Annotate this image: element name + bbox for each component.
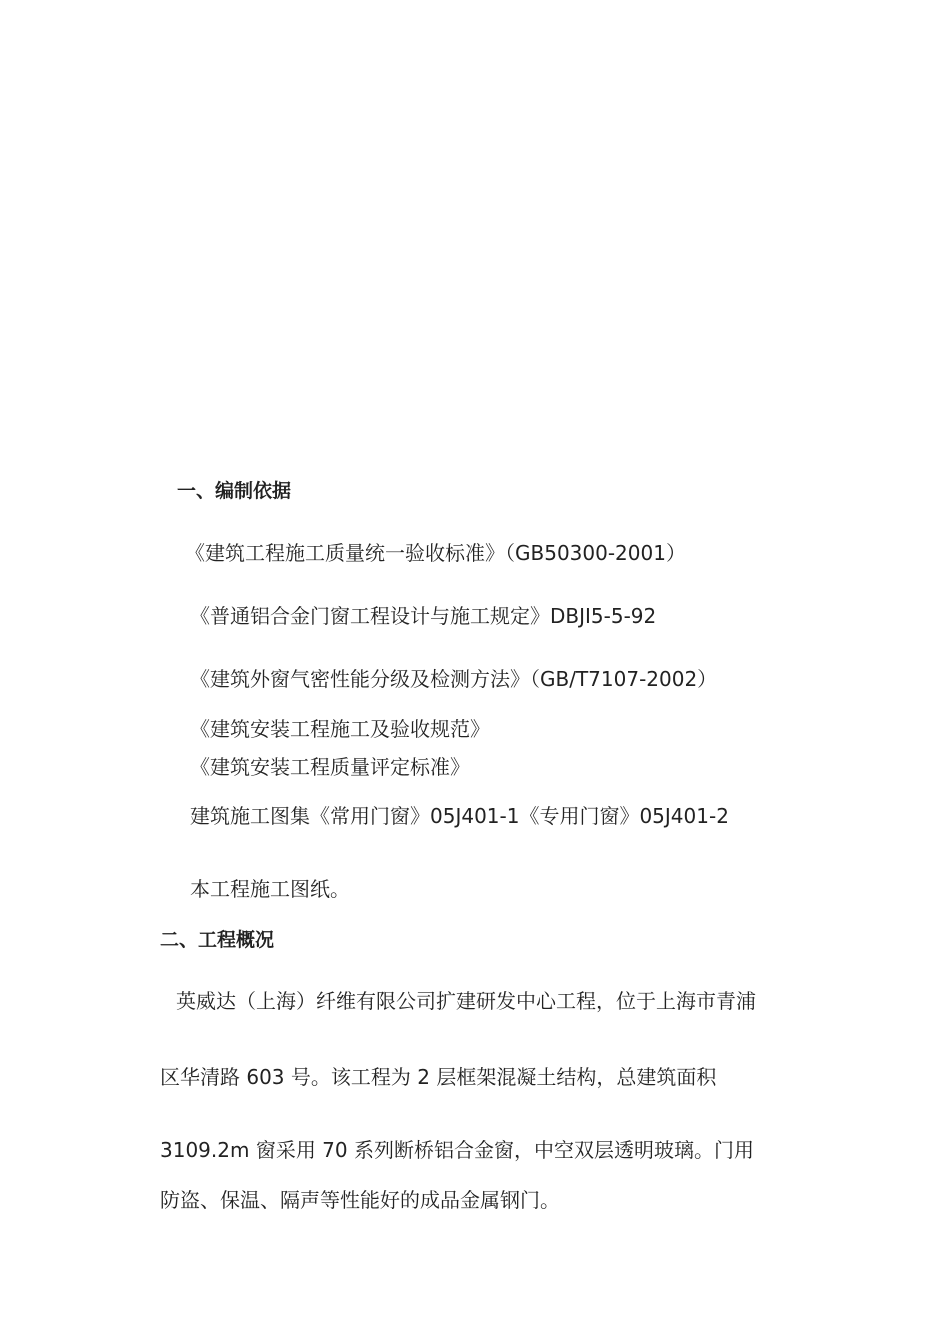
overview-text-line: 防盗、保温、隔声等性能好的成品金属钢门。 bbox=[160, 1188, 560, 1212]
section-heading-overview: 二、工程概况 bbox=[160, 929, 275, 951]
reference-item: 建筑施工图集《常用门窗》05J401-1《专用门窗》05J401-2 bbox=[190, 804, 729, 828]
reference-item: 《建筑外窗气密性能分级及检测方法》（GB/T7107-2002） bbox=[190, 667, 718, 691]
section-heading-basis: 一、编制依据 bbox=[177, 480, 292, 502]
reference-item: 《建筑安装工程施工及验收规范》 bbox=[190, 717, 490, 741]
overview-text-line: 英威达（上海）纤维有限公司扩建研发中心工程，位于上海市青浦 bbox=[176, 989, 756, 1013]
reference-item: 《建筑安装工程质量评定标准》 bbox=[190, 755, 470, 779]
overview-text-line: 3109.2m 窗采用 70 系列断桥铝合金窗，中空双层透明玻璃。门用 bbox=[160, 1138, 754, 1162]
overview-text-line: 区华清路 603 号。该工程为 2 层框架混凝土结构，总建筑面积 bbox=[160, 1065, 717, 1089]
reference-item: 《建筑工程施工质量统一验收标准》（GB50300-2001） bbox=[185, 541, 686, 565]
reference-item: 本工程施工图纸。 bbox=[190, 877, 350, 901]
reference-item: 《普通铝合金门窗工程设计与施工规定》DBJI5-5-92 bbox=[190, 604, 657, 628]
